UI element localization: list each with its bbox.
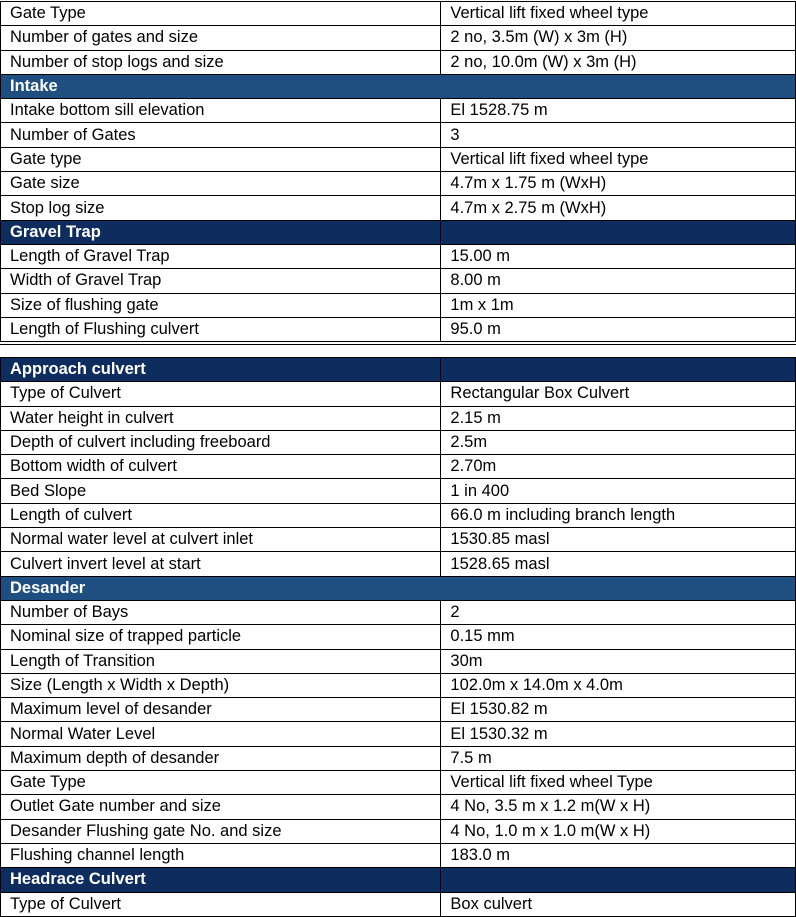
row-value: Vertical lift fixed wheel Type	[441, 771, 796, 795]
section-header: Approach culvert	[1, 358, 441, 382]
row-label: Type of Culvert	[1, 382, 441, 406]
row-label: Normal water level at culvert inlet	[1, 528, 441, 552]
row-value: Vertical lift fixed wheel type	[441, 147, 796, 171]
table-row	[1, 698, 796, 722]
row-value: El 1530.82 m	[441, 698, 796, 722]
row-value: 2 no, 3.5m (W) x 3m (H)	[441, 26, 796, 50]
table-row	[1, 892, 796, 916]
row-label: Gate type	[1, 147, 441, 171]
row-label: Number of Bays	[1, 600, 441, 624]
row-value: 3	[441, 123, 796, 147]
section-header-row	[1, 868, 796, 892]
row-value: 30m	[441, 649, 796, 673]
row-label: Number of gates and size	[1, 26, 441, 50]
spec-table-lower	[0, 357, 796, 917]
row-value: Box culvert	[441, 892, 796, 916]
row-value: 66.0 m including branch length	[441, 503, 796, 527]
row-label: Nominal size of trapped particle	[1, 625, 441, 649]
table-row	[1, 843, 796, 867]
row-value: El 1528.75 m	[441, 99, 796, 123]
section-header: Desander	[1, 576, 796, 600]
row-label: Width of Gravel Trap	[1, 269, 441, 293]
row-value: 1 in 400	[441, 479, 796, 503]
row-label: Culvert invert level at start	[1, 552, 441, 576]
table-row	[1, 819, 796, 843]
row-value: Vertical lift fixed wheel type	[441, 2, 796, 26]
table-row	[1, 244, 796, 268]
row-label: Desander Flushing gate No. and size	[1, 819, 441, 843]
row-value: El 1530.32 m	[441, 722, 796, 746]
table-row	[1, 649, 796, 673]
row-label: Gate Type	[1, 2, 441, 26]
row-value: 102.0m x 14.0m x 4.0m	[441, 673, 796, 697]
row-value: 15.00 m	[441, 244, 796, 268]
row-value: Rectangular Box Culvert	[441, 382, 796, 406]
row-label: Intake bottom sill elevation	[1, 99, 441, 123]
row-label: Flushing channel length	[1, 843, 441, 867]
section-header-row	[1, 358, 796, 382]
row-value: 0.15 mm	[441, 625, 796, 649]
row-value: 2	[441, 600, 796, 624]
table-row	[1, 99, 796, 123]
row-label: Normal Water Level	[1, 722, 441, 746]
row-value: 183.0 m	[441, 843, 796, 867]
table-row	[1, 528, 796, 552]
table-row	[1, 172, 796, 196]
row-value: 2.5m	[441, 430, 796, 454]
row-label: Size (Length x Width x Depth)	[1, 673, 441, 697]
row-label: Water height in culvert	[1, 406, 441, 430]
row-label: Maximum level of desander	[1, 698, 441, 722]
table-row	[1, 26, 796, 50]
table-row	[1, 746, 796, 770]
row-value: 4 No, 3.5 m x 1.2 m(W x H)	[441, 795, 796, 819]
table-row	[1, 673, 796, 697]
table-divider	[0, 344, 796, 345]
table-row	[1, 406, 796, 430]
table-row	[1, 293, 796, 317]
row-value: 8.00 m	[441, 269, 796, 293]
row-label: Bed Slope	[1, 479, 441, 503]
section-header-row	[1, 576, 796, 600]
table-row	[1, 552, 796, 576]
row-label: Gate Type	[1, 771, 441, 795]
table-row	[1, 317, 796, 341]
row-label: Outlet Gate number and size	[1, 795, 441, 819]
row-label: Length of Transition	[1, 649, 441, 673]
row-label: Size of flushing gate	[1, 293, 441, 317]
spec-table-upper	[0, 1, 796, 342]
row-label: Type of Culvert	[1, 892, 441, 916]
row-value: 2 no, 10.0m (W) x 3m (H)	[441, 50, 796, 74]
section-header: Headrace Culvert	[1, 868, 441, 892]
table-row	[1, 625, 796, 649]
row-value: 1528.65 masl	[441, 552, 796, 576]
table-row	[1, 430, 796, 454]
table-row	[1, 795, 796, 819]
row-label: Maximum depth of desander	[1, 746, 441, 770]
table-row	[1, 600, 796, 624]
table-row	[1, 479, 796, 503]
row-label: Stop log size	[1, 196, 441, 220]
section-header-blank	[441, 868, 796, 892]
section-header-row	[1, 74, 796, 98]
section-header-blank	[441, 358, 796, 382]
row-value: 1m x 1m	[441, 293, 796, 317]
table-row	[1, 722, 796, 746]
section-header-row	[1, 220, 796, 244]
row-value: 7.5 m	[441, 746, 796, 770]
table-row	[1, 50, 796, 74]
row-value: 4.7m x 1.75 m (WxH)	[441, 172, 796, 196]
row-value: 1530.85 masl	[441, 528, 796, 552]
row-value: 4 No, 1.0 m x 1.0 m(W x H)	[441, 819, 796, 843]
section-header: Gravel Trap	[1, 220, 441, 244]
table-row	[1, 771, 796, 795]
table-row	[1, 455, 796, 479]
row-label: Length of Gravel Trap	[1, 244, 441, 268]
row-label: Gate size	[1, 172, 441, 196]
row-value: 2.70m	[441, 455, 796, 479]
row-label: Bottom width of culvert	[1, 455, 441, 479]
row-label: Length of culvert	[1, 503, 441, 527]
row-value: 2.15 m	[441, 406, 796, 430]
table-row	[1, 123, 796, 147]
row-value: 95.0 m	[441, 317, 796, 341]
table-row	[1, 2, 796, 26]
table-row	[1, 503, 796, 527]
row-label: Number of stop logs and size	[1, 50, 441, 74]
section-header: Intake	[1, 74, 796, 98]
table-row	[1, 269, 796, 293]
row-label: Length of Flushing culvert	[1, 317, 441, 341]
table-row	[1, 147, 796, 171]
row-value: 4.7m x 2.75 m (WxH)	[441, 196, 796, 220]
row-label: Number of Gates	[1, 123, 441, 147]
section-header-blank	[441, 220, 796, 244]
row-label: Depth of culvert including freeboard	[1, 430, 441, 454]
table-row	[1, 196, 796, 220]
table-row	[1, 382, 796, 406]
